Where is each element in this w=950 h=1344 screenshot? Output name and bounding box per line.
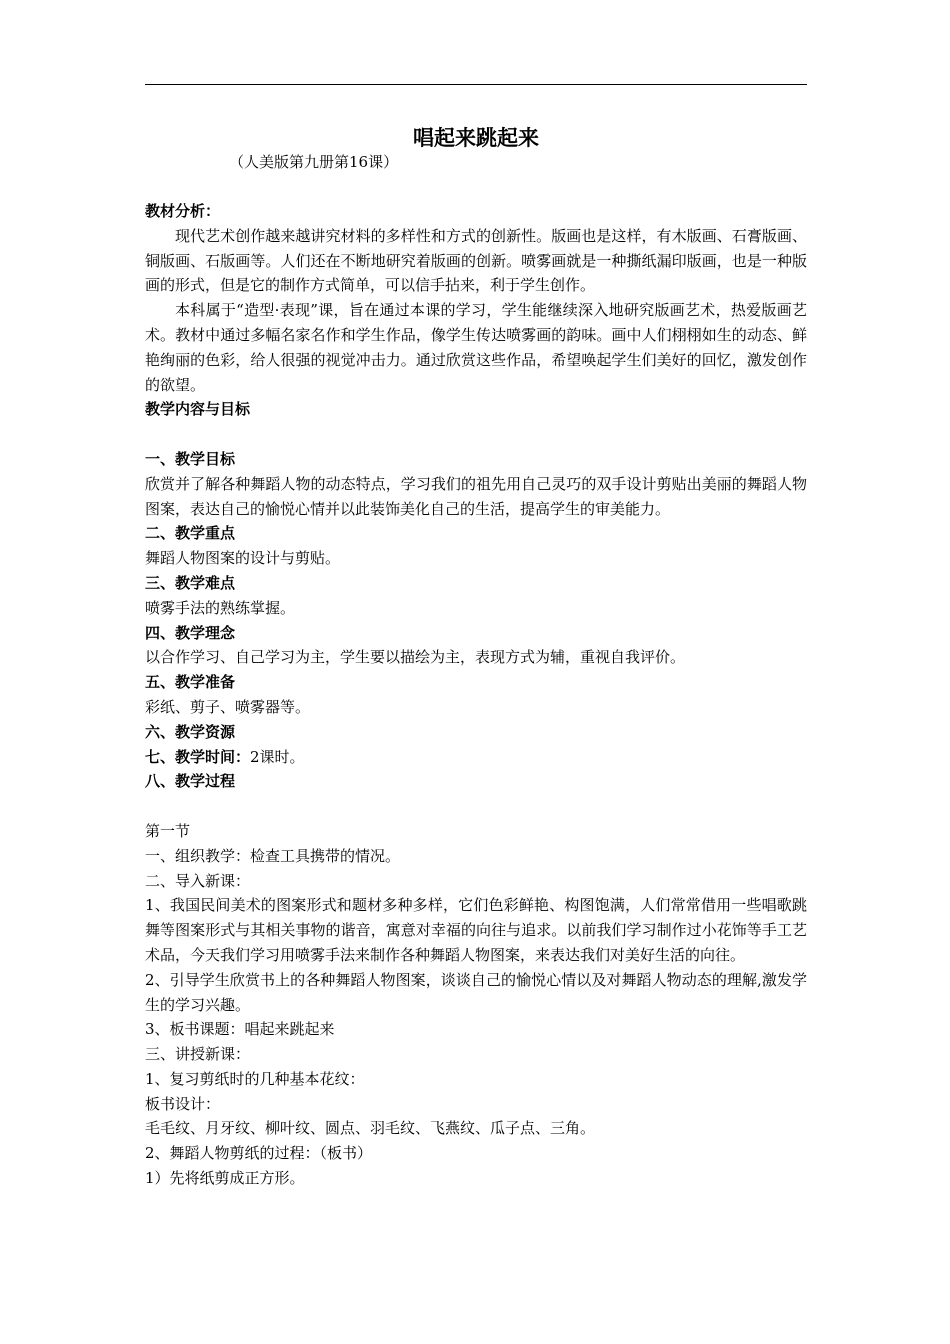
header-rule bbox=[145, 84, 807, 85]
process-line: 三、讲授新课： bbox=[145, 1045, 251, 1064]
spacer bbox=[145, 794, 807, 819]
page-subtitle: （人美版第九册第16课） bbox=[229, 153, 399, 171]
process-line: 板书设计： bbox=[145, 1094, 221, 1113]
section-heading-philosophy: 四、教学理念 bbox=[145, 623, 236, 642]
process-line: 2、舞蹈人物剪纸的过程：（板书） bbox=[145, 1144, 373, 1163]
section-text-difficulties: 喷雾手法的熟练掌握。 bbox=[145, 598, 296, 617]
process-section-label: 第一节 bbox=[145, 821, 191, 840]
section-heading-process: 八、教学过程 bbox=[145, 772, 236, 791]
section-heading-difficulties: 三、教学难点 bbox=[145, 573, 236, 592]
analysis-paragraph-2: 本科属于“造型·表现”课，旨在通过本课的学习，学生能继续深入地研究版画艺术，热爱版画艺术。教材中通过多幅名家名作和学生作品，像学生传达喷雾画的韵味。画中人们栩栩如生的动态、鲜艳绚丽的色彩，给人很强的视觉冲击力。通过欣赏这些作品，希望唤起学生们美好的回忆，激发创作的欲望。 bbox=[145, 301, 807, 394]
section-heading-preparation: 五、教学准备 bbox=[145, 673, 236, 692]
section-text-key-points: 舞蹈人物图案的设计与剪贴。 bbox=[145, 549, 341, 568]
process-line: 一、组织教学：检查工具携带的情况。 bbox=[145, 846, 401, 865]
content-heading: 教学内容与目标 bbox=[145, 400, 251, 419]
document-body bbox=[145, 199, 807, 1191]
section-heading-key-points: 二、教学重点 bbox=[145, 524, 236, 543]
section-heading-resources: 六、教学资源 bbox=[145, 722, 236, 741]
analysis-paragraph-1: 现代艺术创作越来越讲究材料的多样性和方式的创新性。版画也是这样，有木版画、石膏版画、铜版画、石版画等。人们还在不断地研究着版画的创新。喷雾画就是一种撕纸漏印版画，也是一种版画的形式，但是它的制作方式简单，可以信手拈来，利于学生创作。 bbox=[145, 226, 807, 295]
section-text-philosophy: 以合作学习、自己学习为主，学生要以描绘为主，表现方式为辅，重视自我评价。 bbox=[145, 648, 686, 667]
process-line: 1）先将纸剪成正方形。 bbox=[145, 1169, 305, 1188]
spacer bbox=[145, 422, 807, 447]
section-text-time: 2课时。 bbox=[250, 747, 305, 766]
process-line: 1、复习剪纸时的几种基本花纹： bbox=[145, 1069, 365, 1088]
page-title: 唱起来跳起来 bbox=[413, 125, 539, 150]
process-line: 1、我国民间美术的图案形式和题材多种多样，它们色彩鲜艳、构图饱满，人们常常借用一些唱歌跳舞等图案形式与其相关事物的谐音，寓意对幸福的向往与追求。以前我们学习制作过小花饰等手工艺术品，今天我们学习用喷雾手法来制作各种舞蹈人物图案，来表达我们对美好生活的向往。 bbox=[145, 896, 807, 964]
analysis-heading: 教材分析： bbox=[145, 202, 221, 220]
process-line: 毛毛纹、月牙纹、柳叶纹、圆点、羽毛纹、飞燕纹、瓜子点、三角。 bbox=[145, 1119, 596, 1138]
section-heading-goals: 一、教学目标 bbox=[145, 449, 236, 468]
process-line: 2、引导学生欣赏书上的各种舞蹈人物图案，谈谈自己的愉悦心情以及对舞蹈人物动态的理解,激发学生的学习兴趣。 bbox=[145, 970, 807, 1014]
process-line: 二、导入新课： bbox=[145, 871, 251, 890]
section-text-preparation: 彩纸、剪子、喷雾器等。 bbox=[145, 697, 311, 716]
section-time bbox=[145, 745, 807, 770]
section-text-goals: 欣赏并了解各种舞蹈人物的动态特点，学习我们的祖先用自己灵巧的双手设计剪贴出美丽的舞蹈人物图案，表达自己的愉悦心情并以此装饰美化自己的生活，提高学生的审美能力。 bbox=[145, 474, 807, 518]
process-line: 3、板书课题：唱起来跳起来 bbox=[145, 1020, 335, 1039]
section-heading-time: 七、教学时间： bbox=[145, 747, 251, 766]
